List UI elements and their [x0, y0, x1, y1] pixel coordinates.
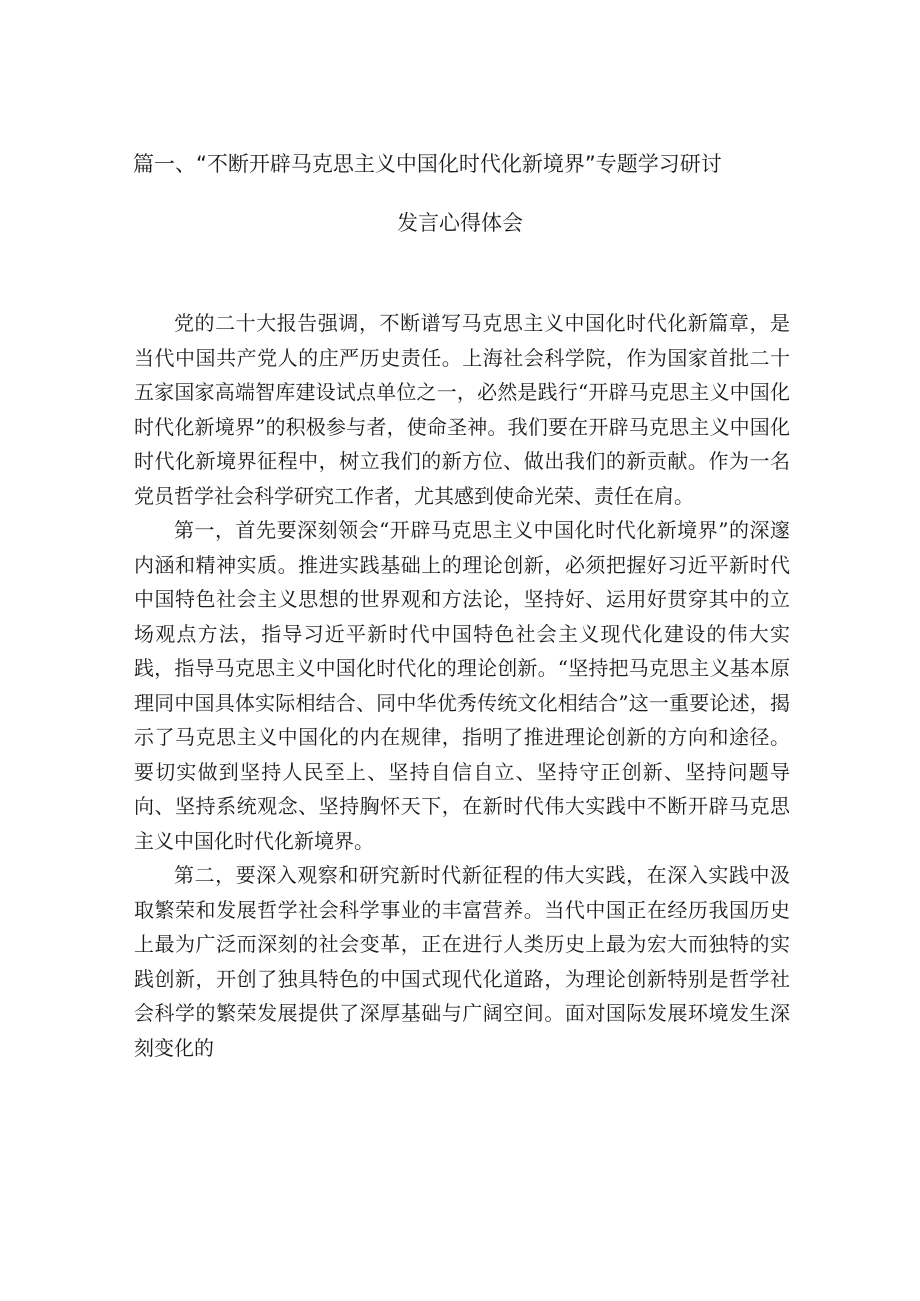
body-paragraph-2: 第一，首先要深刻领会“开辟马克思主义中国化时代化新境界”的深邃内涵和精神实质。推进实践基础上的理论创新，必须把握好习近平新时代中国特色社会主义思想的世界观和方法论，坚持好、运用好贯穿其中的立场观点方法，指导习近平新时代中国特色社会主义现代化建设的伟大实践，指导马克思主义中国化时代化的理论创新。“坚持把马克思主义基本原理同中国具体实际相结合、同中华优秀传统文化相结合”这一重要论述，揭示了马克思主义中国化的内在规律，指明了推进理论创新的方向和途径。要切实做到坚持人民至上、坚持自信自立、坚持守正创新、坚持问题导向、坚持系统观念、坚持胸怀天下，在新时代伟大实践中不断开辟马克思主义中国化时代化新境界。	[134, 518, 790, 853]
document-title-line-2: 发言心得体会	[397, 211, 523, 235]
body-paragraph-3: 第二，要深入观察和研究新时代新征程的伟大实践，在深入实践中汲取繁荣和发展哲学社会科学事业的丰富营养。当代中国正在经历我国历史上最为广泛而深刻的社会变革，正在进行人类历史上最为宏大而独特的实践创新，开创了独具特色的中国式现代化道路，为理论创新特别是哲学社会科学的繁荣发展提供了深厚基础与广阔空间。面对国际发展环境发生深刻变化的	[134, 863, 790, 1060]
body-paragraph-1: 党的二十大报告强调，不断谱写马克思主义中国化时代化新篇章，是当代中国共产党人的庄严历史责任。上海社会科学院，作为国家首批二十五家国家高端智库建设试点单位之一，必然是践行“开辟马克思主义中国化时代化新境界”的积极参与者，使命圣神。我们要在开辟马克思主义中国化时代化新境界征程中，树立我们的新方位、做出我们的新贡献。作为一名党员哲学社会科学研究工作者，尤其感到使命光荣、责任在肩。	[134, 311, 790, 508]
document-body	[134, 306, 790, 1065]
document-title-line-1: 篇一、“不断开辟马克思主义中国化时代化新境界”专题学习研讨	[133, 152, 722, 176]
